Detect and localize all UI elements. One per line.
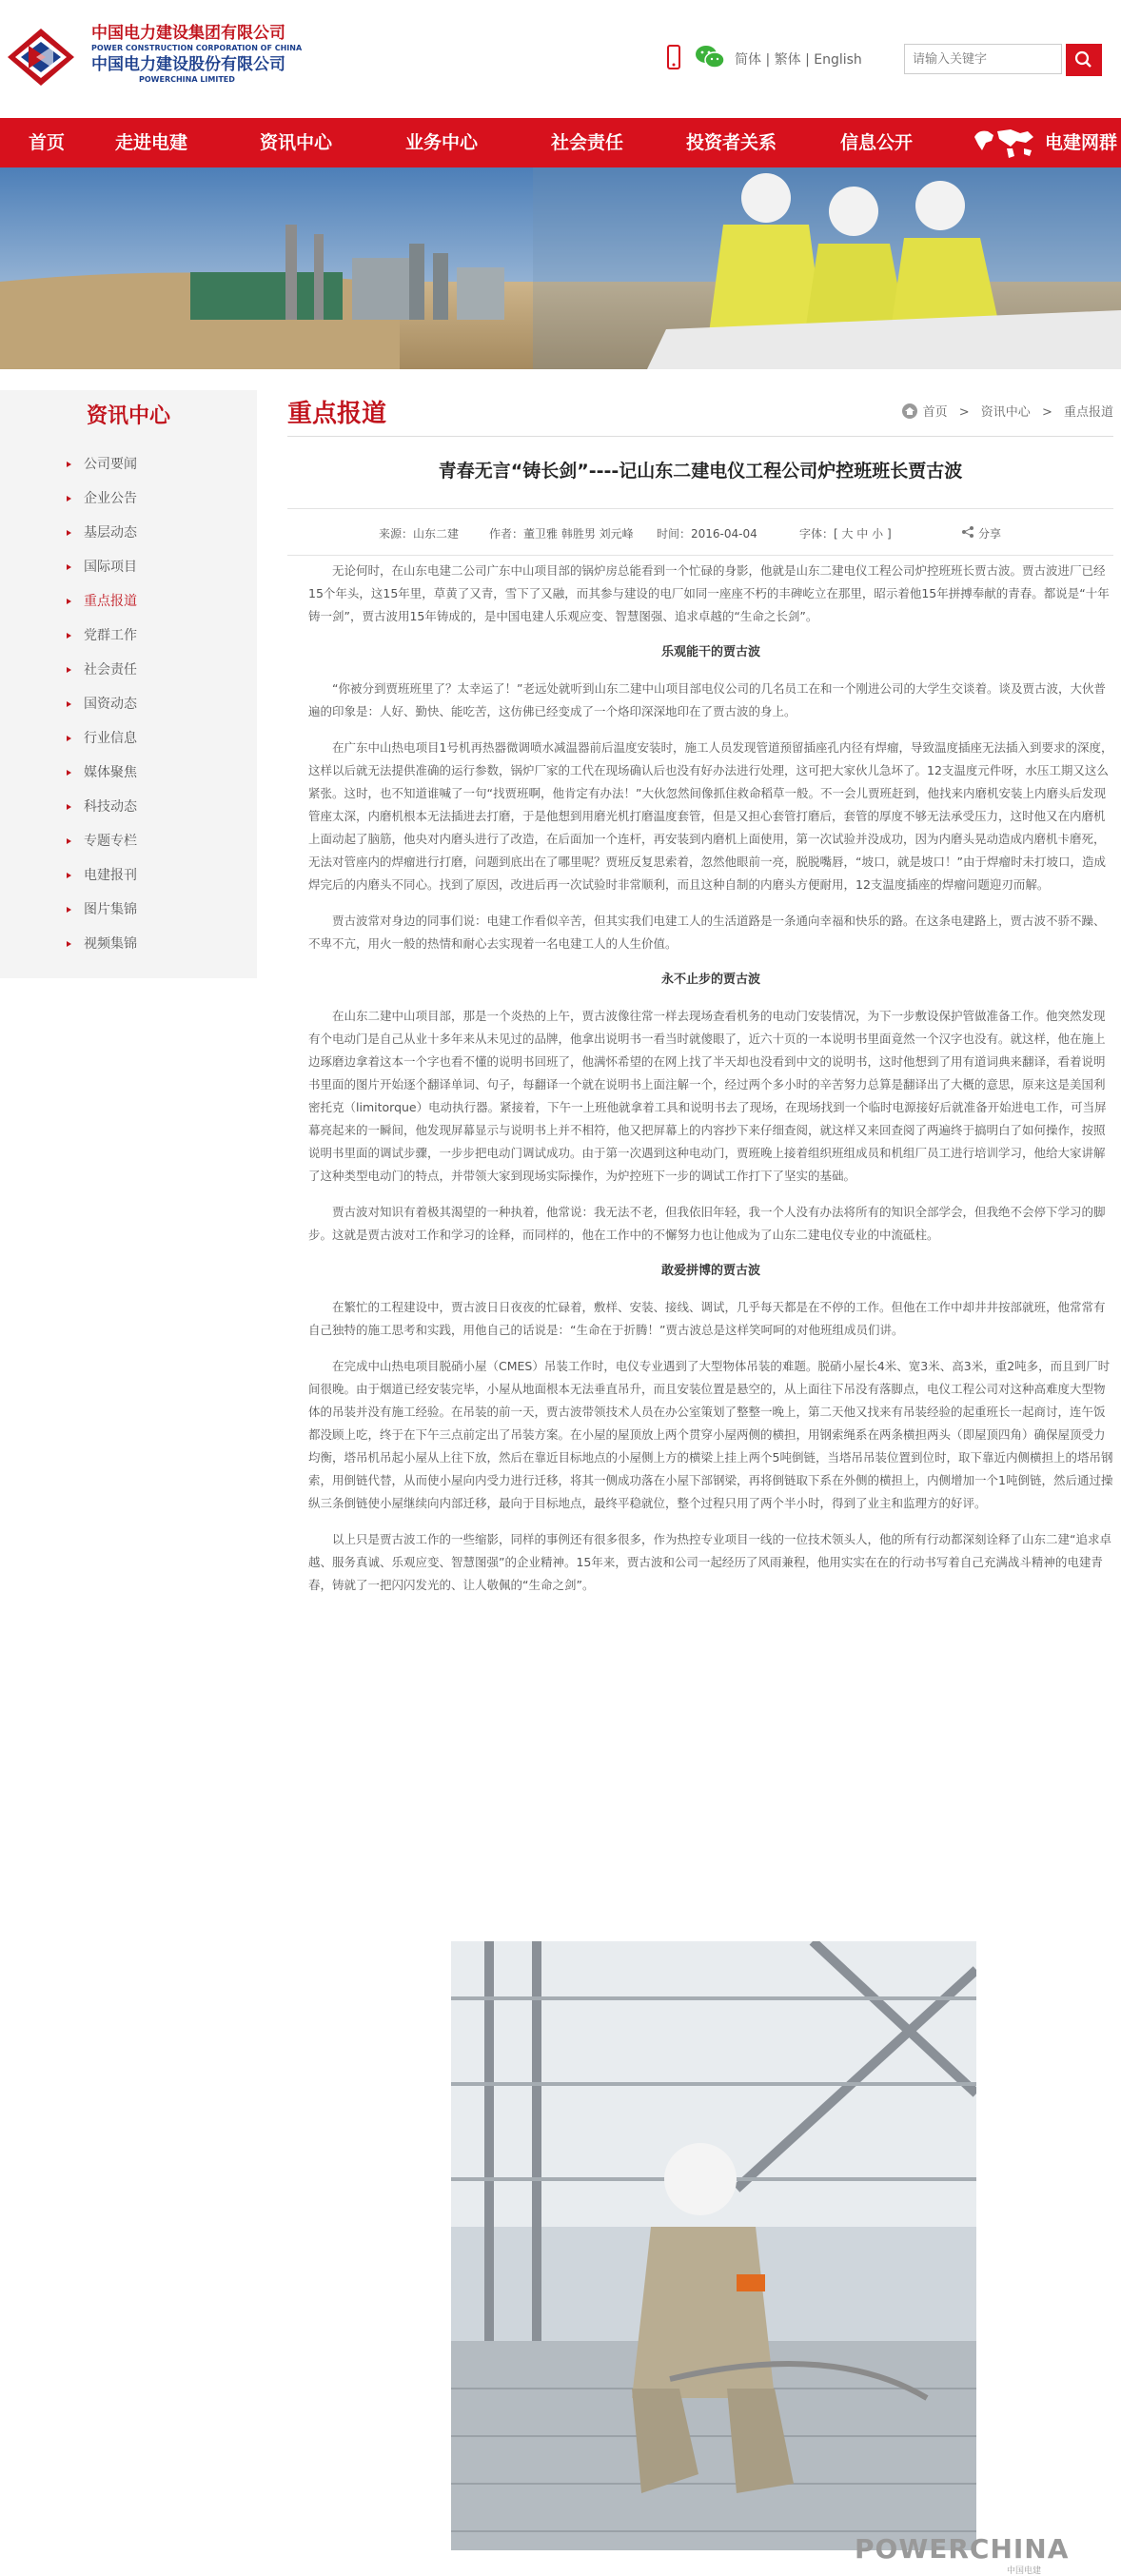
breadcrumb-news[interactable]: 资讯中心 — [980, 405, 1031, 420]
sidebar-item-social[interactable]: 社会责任 — [67, 653, 247, 687]
subheading: 乐观能干的贾古波 — [660, 645, 760, 659]
sidebar-item-photos[interactable]: 图片集锦 — [67, 893, 247, 927]
paragraph: 无论何时，在山东电建二公司广东中山项目部的锅炉房总能看到一个忙碌的身影，他就是山东二建电仪工程公司炉控班班长贾古波。贾古波进厂已经15个年头，这15年里，草黄了又青，雪下了又融，而其参与建设的电厂如同一座座不朽的丰碑屹立在那里，昭示着他15年拼搏奉献的青春。都说是“十年铸一剑”，贾古波用15年铸成的，是中国电建人乐观应变、智慧图强、追求卓越的“生命之长剑”。 — [308, 563, 1110, 623]
sidebar-item-videos[interactable]: 视频集锦 — [67, 927, 247, 961]
logo-cn-subtitle: 中国电力建设股份有限公司 — [91, 55, 285, 74]
section-divider — [287, 436, 1113, 437]
sidebar-item-newspaper[interactable]: 电建报刊 — [67, 858, 247, 893]
bullet-icon — [67, 530, 71, 536]
sidebar-item-tech[interactable]: 科技动态 — [67, 790, 247, 824]
article-source: 来源：山东二建 — [379, 527, 460, 541]
nav-disclosure[interactable]: 信息公开 — [840, 132, 914, 153]
subheading: 永不止步的贾古波 — [660, 973, 760, 987]
bullet-icon — [67, 496, 71, 501]
article-title: 青春无言“铸长剑”----记山东二建电仪工程公司炉控班班长贾古波 — [438, 461, 963, 482]
paragraph: 在完成中山热电项目脱硝小屋（CMES）吊装工作时，电仪专业遇到了大型物体吊装的难题。脱硝小屋长4米、宽3米、高3米，重2吨多，而且到厂时间很晚。由于烟道已经安装完毕，小屋从地面根本无法垂直吊升，而且安装位置是悬空的，从上面往下吊没有落脚点，电仪工程公司对这种高难度大型物体的吊装并没有施工经验。在吊装的前一天，贾古波带领技术人员在办公室策划了整整一晚上，第二天他又找来有吊装经验的起重班长一起商讨，连午饭都没顾上吃，终于在下午三点前定出了吊装方案。在小屋的屋顶放上两个贯穿小屋两侧的横担，用钢索绳系在两条横担两头（即屋顶四角）确保屋顶受力均衡，塔吊机吊起小屋从上往下放，然后在靠近目标地点的小屋侧上方的横梁上挂上两个5吨倒链，当塔吊吊装位置到位时，取下靠近内侧横担上的塔吊钢索，用倒链代替，从而使小屋向内受力进行迁移，将其一侧成功落在小屋下部钢梁，再将倒链取下系在外侧的横担上，内侧增加一个1吨倒链，然后通过操纵三条倒链使小屋继续向内部迁移，最向于目标地点，最终平稳就位，整个过程只用了两个半小时，得到了业主和监理方的好评。 — [308, 1359, 1113, 1510]
sidebar-item-party[interactable]: 党群工作 — [67, 619, 247, 653]
footer-brand: POWERCHINA — [855, 2533, 1070, 2565]
nav-about[interactable]: 走进电建 — [115, 132, 188, 153]
chevron-right-icon: > — [1041, 405, 1052, 420]
paragraph: 在繁忙的工程建设中，贾古波日日夜夜的忙碌着，敷样、安装、接线、调试，几乎每天都是在不停的工作。但他在工作中却井井按部就班，他常常有自己独特的施工思考和实践，用他自己的话说是：“生命在于折腾！”贾古波总是这样笑呵呵的对他班组成员们讲。 — [308, 1300, 1106, 1337]
sidebar-item-media[interactable]: 媒体聚焦 — [67, 756, 247, 790]
bullet-icon — [67, 462, 71, 467]
bullet-icon — [67, 838, 71, 844]
paragraph: 以上只是贾古波工作的一些缩影，同样的事例还有很多很多，作为热控专业项目一线的一位技术领头人，他的所有行动都深刻诠释了山东二建“追求卓越、服务真诚、乐观应变、智慧图强”的企业精神。15年来，贾古波和公司一起经历了风雨兼程，他用实实在在的行动书写着自己充满战斗精神的电建青春，铸就了一把闪闪发光的、让人敬佩的“生命之剑”。 — [308, 1532, 1111, 1592]
nav-investor[interactable]: 投资者关系 — [686, 132, 777, 153]
font-size-control[interactable]: 字体：[ 大 中 小 ] — [799, 527, 892, 541]
article-body — [308, 560, 1113, 1610]
chevron-right-icon: > — [958, 405, 970, 420]
home-icon — [901, 403, 918, 420]
bullet-icon — [67, 770, 71, 776]
bullet-icon — [67, 907, 71, 913]
breadcrumb-home[interactable]: 首页 — [922, 405, 948, 420]
sidebar-item-announcements[interactable]: 企业公告 — [67, 482, 247, 516]
share-icon[interactable] — [961, 525, 974, 539]
bullet-icon — [67, 701, 71, 707]
company-logo[interactable] — [8, 24, 312, 90]
language-switch[interactable]: 简体 | 繁体 | English — [735, 52, 862, 68]
nav-business[interactable]: 业务中心 — [405, 132, 479, 153]
sidebar-item-international[interactable]: 国际项目 — [67, 550, 247, 584]
world-map-icon — [969, 124, 1037, 162]
bullet-icon — [67, 804, 71, 810]
paragraph: 在广东中山热电项目1号机再热器微调喷水减温器前后温度安装时，施工人员发现管道预留插座孔内径有焊瘤，导致温度插座无法插入到要求的深度，这样以后就无法提供准确的运行参数，锅炉厂家的工代在现场确认后也没有好办法进行处理，这可把大家伙儿急坏了。12支温度元件呀，水压工期又这么紧张。这时，也不知道谁喊了一句“找贾班啊，他肯定有办法！”大伙忽然间像抓住救命稻草一般。不一会儿贾班赶到，他找来内磨机安装上内磨头后发现管座太深，内磨机根本无法插进去打磨，于是他想到用磨光机打磨温度套管，但是又担心套管打磨后，套管的厚度不够无法承受压力，这时他又在内磨机上面动起了脑筋，他央对内磨头进行了改造，在后面加一个连杆，再安装到内磨机上面使用，第一次试验并没成功，因为内磨头晃动造成内磨机卡磨死，无法对管座内的焊瘤进行打磨，问题到底出在了哪里呢？贾班反复思索着，忽然他眼前一亮，脱脱嘴唇，“坡口，就是坡口！”由于焊瘤时未打坡口，造成焊完后的内磨头不同心。找到了原因，改进后再一次试验时非常顺利，而且这种自制的内磨头方便耐用，12支温度插座的焊瘤问题迎刃而解。 — [308, 740, 1113, 892]
search-button[interactable] — [1066, 44, 1102, 76]
search-icon — [1066, 44, 1102, 76]
sidebar-item-sasac[interactable]: 国资动态 — [67, 687, 247, 721]
section-title: 重点报道 — [287, 400, 387, 428]
paragraph: 贾古波对知识有着极其渴望的一种执着，他常说：我无法不老，但我依旧年轻，我一个人没有办法将所有的知识全部学会，但我绝不会停下学习的脚步。这就是贾古波对工作和学习的诠释，而同样的，他在工作中的不懈努力也让他成为了山东二建电仪专业的中流砥柱。 — [308, 1205, 1106, 1242]
sidebar-title: 资讯中心 — [86, 404, 170, 428]
sidebar-item-company-news[interactable]: 公司要闻 — [67, 447, 247, 482]
paragraph: “你被分到贾班班里了？太幸运了！”老远处就听到山东二建中山项目部电仪公司的几名员工在和一个刚进公司的大学生交谈着。谈及贾古波，大伙普遍的印象是：人好、勤快、能吃苦，这仿佛已经变成了一个烙印深深地印在了贾古波的身上。 — [308, 681, 1106, 718]
subheading: 敢爱拼博的贾古波 — [660, 1264, 760, 1278]
article-photo — [451, 1941, 976, 2550]
paragraph: 在山东二建中山项目部，那是一个炎热的上午，贾古波像往常一样去现场查看机务的电动门安装情况，为下一步敷设保护管做准备工作。他突然发现有个电动门是自己从业十多年来从未见过的品牌，他拿出说明书一看当时就傻眼了，近六十页的一本说明书里面竟然一个汉字也没有。就这样，他在施上边琢磨边拿着这本一个字也看不懂的说明书回班了，他满怀希望的在网上找了半天却也没看到中文的说明书，这时他想到了用有道词典来翻译，看着说明书里面的图片开始逐个翻译单词、句子，每翻译一个就在说明书上面注解一个，经过两个多小时的辛苦努力总算是翻译出了大概的意思，原来这是美国利密托克（limitorque）电动执行器。紧接着，下午一上班他就拿着工具和说明书去了现场，在现场找到一个临时电源接好后就准备开始进电工作，可当屏幕亮起来的一瞬间，他发现屏幕显示与说明书上并不相符，他又把屏幕上的内容抄下来仔细查阅，就这样又来回查阅了两遍终于搞明白了如何操作，按照说明书里面的调试步骤，一步步把电动门调试成功。由于第一次遇到这种电动门，贾班晚上接着组织班组成员和机组厂员工进行培训学习，他给大家讲解了这种类型电动门的特点，并带领大家到现场实际操作，为炉控班下一步的调试工作打下了坚实的基础。 — [308, 1009, 1107, 1183]
bullet-icon — [67, 873, 71, 878]
mobile-icon[interactable] — [666, 44, 681, 70]
sidebar-item-special[interactable]: 专题专栏 — [67, 824, 247, 858]
footer-brand-cn: 中国电建 — [1007, 2566, 1042, 2576]
bullet-icon — [67, 633, 71, 639]
wechat-icon[interactable] — [695, 44, 725, 70]
sidebar-menu — [67, 447, 247, 961]
sidebar-item-grassroots[interactable]: 基层动态 — [67, 516, 247, 550]
nav-network[interactable]: 电建网群 — [1045, 132, 1118, 153]
top-header — [0, 0, 1121, 114]
article-time: 时间：2016-04-04 — [657, 527, 757, 541]
article-author: 作者：董卫雅 韩胜男 刘元峰 — [489, 527, 634, 541]
search-input[interactable] — [904, 44, 1062, 74]
breadcrumb-current[interactable]: 重点报道 — [1063, 405, 1113, 420]
header-banner-image — [0, 167, 1121, 369]
search-box — [904, 44, 1102, 78]
nav-news[interactable]: 资讯中心 — [260, 132, 333, 153]
bullet-icon — [67, 941, 71, 947]
paragraph: 贾古波常对身边的同事们说：电建工作看似辛苦，但其实我们电建工人的生活道路是一条通向幸福和快乐的路。在这条电建路上，贾古波不骄不躁、不卑不亢，用火一般的热情和耐心去实现着一名电建工人的人生价值。 — [308, 914, 1106, 951]
bullet-icon — [67, 667, 71, 673]
sidebar-item-industry[interactable]: 行业信息 — [67, 721, 247, 756]
breadcrumb — [901, 402, 1113, 420]
logo-en-subtitle: POWERCHINA LIMITED — [139, 75, 235, 84]
logo-en-title: POWER CONSTRUCTION CORPORATION OF CHINA — [91, 44, 303, 52]
share-button[interactable]: 分享 — [978, 527, 1002, 541]
bullet-icon — [67, 564, 71, 570]
bullet-icon — [67, 736, 71, 741]
powerchina-logo-icon — [8, 29, 74, 86]
sidebar-item-key-reports[interactable]: 重点报道 — [67, 584, 247, 619]
nav-responsibility[interactable]: 社会责任 — [551, 132, 624, 153]
sidebar — [0, 390, 257, 978]
logo-cn-title: 中国电力建设集团有限公司 — [91, 24, 285, 43]
bullet-icon — [67, 599, 71, 604]
article-meta — [287, 508, 1113, 556]
main-nav — [0, 118, 1121, 167]
nav-home[interactable]: 首页 — [29, 132, 66, 153]
